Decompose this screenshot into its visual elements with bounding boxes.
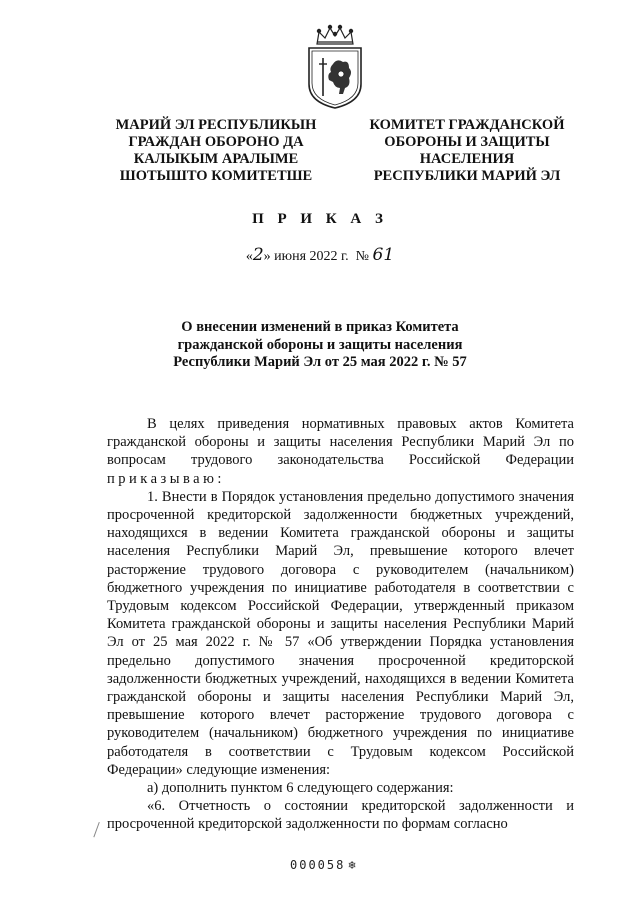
header-right-line: ОБОРОНЫ И ЗАЩИТЫ [384,134,550,150]
item-6-paragraph: «6. Отчетность о состоянии кредиторской задолженности и просроченной кредиторской задолженности по формам согласно [107,798,574,833]
subject-line: О внесении изменений в приказ Комитета [181,319,459,335]
header-left-marii [96,117,336,185]
coat-of-arms-emblem [303,22,367,110]
date-month-year: июня 2022 г. № [270,249,373,264]
subject-line: гражданской обороны и защиты населения [177,336,463,353]
document-title: П Р И К А З [252,211,388,227]
margin-pen-mark [93,822,101,838]
snowflake-mark-icon: ❄ [348,858,358,872]
item-1-paragraph: 1. Внести в Порядок установления предельно допустимого значения просроченной кредиторской задолженности бюджетных учреждений, находящихся в ведении Комитета гражданской обороны и защиты населения Республики Марий Эл, превышение которого влечет расторжение трудового договора с руководителем (начальником) бюджетного учреждения по инициативе работодателя в соответствии с Трудовым кодексом Российской Федерации, утвержденный приказом Комитета гражданской обороны и защиты населения Республики Марий Эл от 25 мая 2022 г. № 57 «Об утверждении Порядка установления предельно допустимого значения просроченной кредиторской задолженности бюджетных учреждений, находящихся в ведении Комитета гражданской обороны и защиты населения Республики Марий Эл, превышение которого влечет расторжение трудового договора с руководителем (начальником) бюджетного учреждения по инициативе работодателя в соответствии с Трудовым кодексом Российской Федерации» следующие изменения: [107,488,574,778]
serial-number: 000058 [290,858,346,872]
order-body [107,415,574,834]
header-right-line: НАСЕЛЕНИЯ [419,151,515,167]
header-right-line: КОМИТЕТ ГРАЖДАНСКОЙ [369,117,565,133]
date-open-quote: « [245,249,253,264]
order-subject [120,319,520,372]
date-day-handwritten: 2 [252,245,264,265]
intro-text: В целях приведения нормативных правовых актов Комитета гражданской обороны и защиты населения Республики Марий Эл по вопросам трудового законодательства Российской Федерации [107,416,574,469]
item-a-paragraph: а) дополнить пунктом 6 следующего содержания: [147,780,454,797]
order-number-handwritten: 61 [372,245,395,265]
date-close-quote: » [263,249,271,264]
date-line [0,245,640,265]
header-left-line: КАЛЫКЫМ АРАЛЫМЕ [133,151,299,167]
header-left-line: ГРАЖДАН ОБОРОНО ДА [128,134,304,150]
header-left-line: ШОТЫШТО КОМИТЕТШЕ [119,168,313,184]
header-right-russian [347,117,587,185]
subject-line: Республики Марий Эл от 25 мая 2022 г. № 57 [173,354,467,370]
intro-paragraph [107,415,574,488]
header-right-line: РЕСПУБЛИКИ МАРИЙ ЭЛ [373,168,561,184]
serial-number-stamp [290,858,358,872]
header-left-line: МАРИЙ ЭЛ РЕСПУБЛИКЫН [115,117,317,133]
order-word: приказываю: [107,470,225,487]
